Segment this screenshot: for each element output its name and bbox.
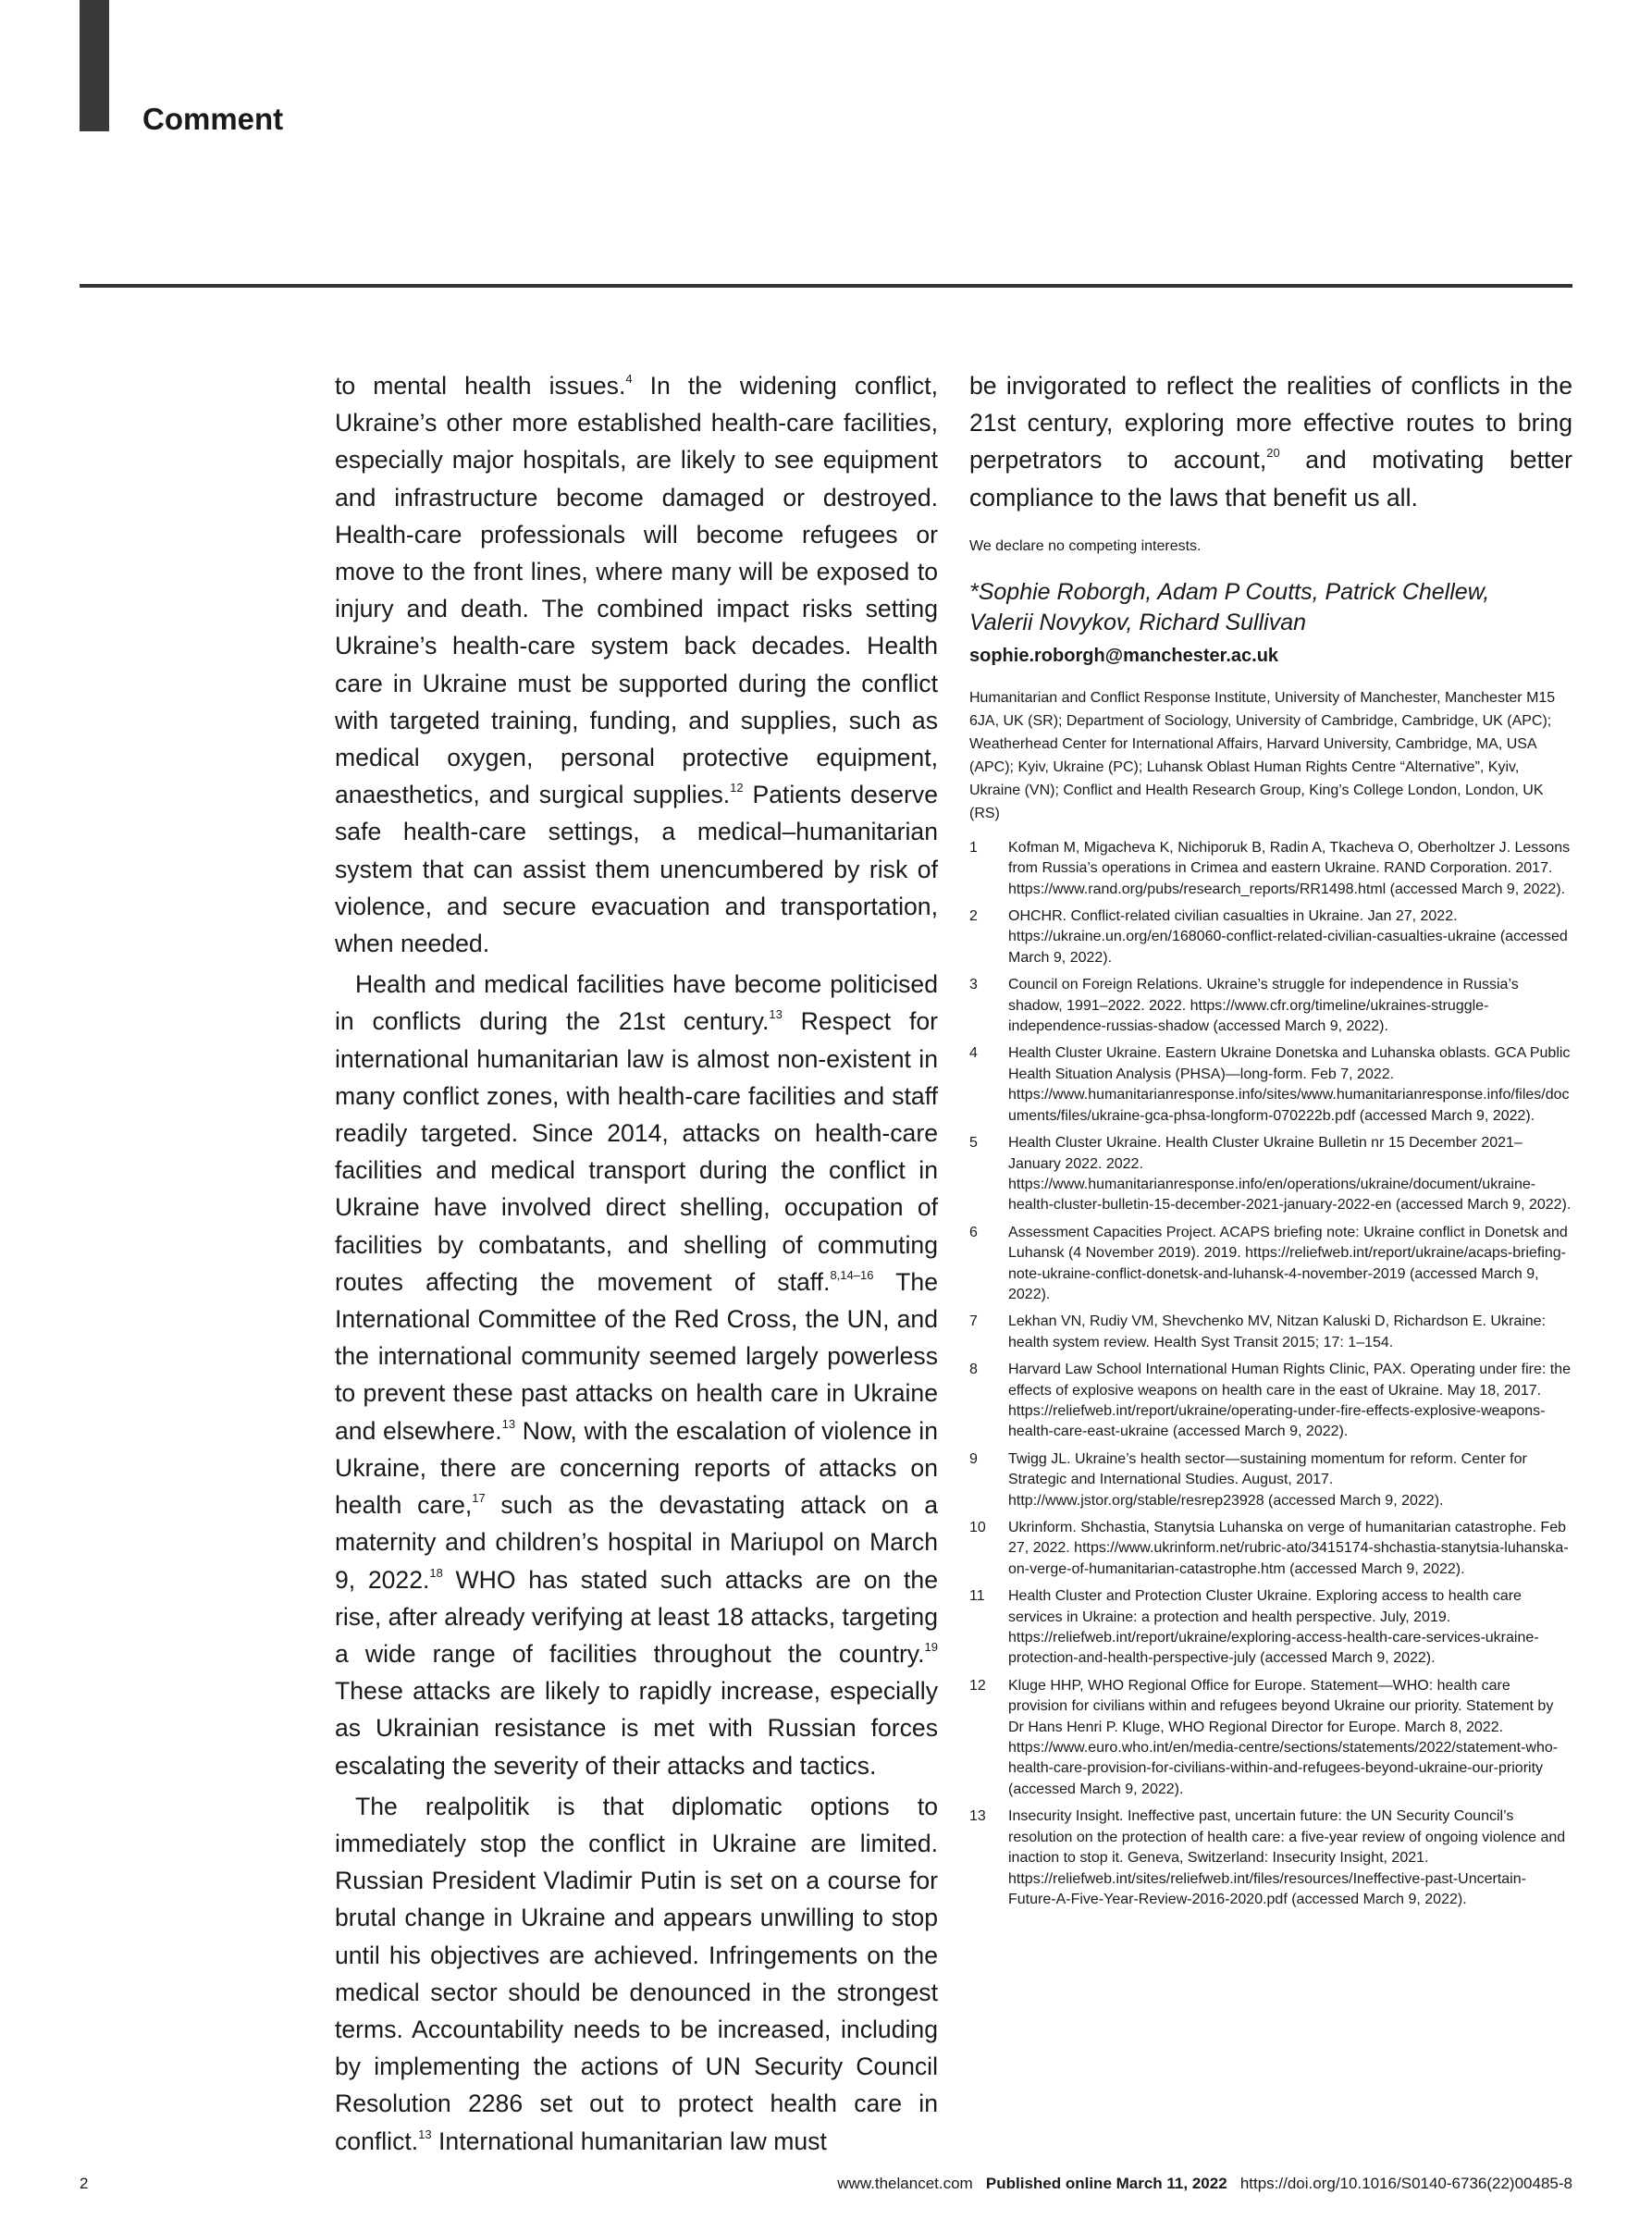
citation-superscript: 19 <box>924 1639 938 1654</box>
reference-item <box>969 906 1572 968</box>
reference-text: Ukrinform. Shchastia, Stanytsia Luhanska on verge of humanitarian catastrophe. Feb 27, 2022. https://www.ukrinform.net/rubric-ato/3415174-shchastia-stanytsia-luhanska-on-verge-of-humanitarian-catastrophe.htm (accessed March 9, 2022). <box>1008 1520 1569 1577</box>
reference-number: 10 <box>969 1520 986 1535</box>
reference-item <box>969 1043 1572 1127</box>
reference-number: 13 <box>969 1808 986 1825</box>
reference-number: 6 <box>969 1224 978 1240</box>
right-column <box>969 367 1572 1917</box>
citation-superscript: 20 <box>1266 446 1280 461</box>
citation-superscript: 4 <box>625 372 633 386</box>
left-column <box>335 367 938 2160</box>
body-paragraph: The realpolitik is that diplomatic options to immediately stop the conflict in Ukraine are limited. Russian President Vladimir Putin is set on a course for brutal change in Ukraine and appears unwilling to stop until his objectives are achieved. Infringements on the medical sector should be denounced in the strongest terms. Accountability needs to be increased, including by implementing the actions of UN Security Council Resolution 2286 set out to protect health care in conflict.$^{13}$ International humanitarian law must <box>335 1792 938 2155</box>
reference-item <box>969 1586 1572 1670</box>
affiliations: Humanitarian and Conflict Response Institute, University of Manchester, Manchester M15 6JA, UK (SR); Department of Sociology, University of Cambridge, Cambridge, UK (APC); Weatherhead Center for International Affairs, Harvard University, Cambridge, MA, USA (APC); Kyiv, Ukraine (PC); Luhansk Oblast Human Rights Centre “Alternative”, Kyiv, Ukraine (VN); Conflict and Health Research Group, King’s College London, London, UK (RS) <box>969 689 1556 821</box>
citation-superscript: 12 <box>730 781 744 795</box>
reference-number: 9 <box>969 1450 978 1467</box>
reference-text: Health Cluster Ukraine. Health Cluster Ukraine Bulletin nr 15 December 2021–January 2022. 2022. https://www.humanitarianresponse.info/en/operations/ukraine/document/ukraine-health-cluster-bulletin-15-december-2021-january-2022-en (accessed March 9, 2022). <box>1008 1135 1572 1214</box>
authors-line-1: *Sophie Roborgh, Adam P Coutts, Patrick Chellew, <box>969 578 1490 605</box>
reference-item <box>969 1223 1572 1306</box>
body-paragraph-continuation: be invigorated to reflect the realities of conflicts in the 21st century, exploring more effective routes to bring perpetrators to account,$^{20}$ and motivating better compliance to the laws that benefit us all. <box>969 372 1572 512</box>
reference-item <box>969 1360 1572 1443</box>
body-paragraph: Health and medical facilities have become politicised in conflicts during the 21st century.$^{13}$ Respect for international humanitarian law is almost non-existent in many conflict zones, with health-care facilities and staff readily targeted. Since 2014, attacks on health-care facilities and medical transport during the conflict in Ukraine have involved direct shelling, occupation of facilities by combatants, and shelling of commuting routes affecting the movement of staff.$^{8,14-16}$ The International Committee of the Red Cross, the UN, and the international community seemed largely powerless to prevent these past attacks on health care in Ukraine and elsewhere.$^{13}$ Now, with the escalation of violence in Ukraine, there are concerning reports of attacks on health care,$^{17}$ such as the devastating attack on a maternity and children’s hospital in Mariupol on March 9, 2022.18 WHO has stated such attacks are on the rise, after already verifying at least 18 attacks, targeting a wide range of facilities throughout the country.$^{19}$ These attacks are likely to rapidly increase, especially as Ukrainian resistance is met with Russian forces escalating the severity of their attacks and tactics. <box>335 970 939 1780</box>
reference-item <box>969 1449 1572 1511</box>
reference-number: 3 <box>969 977 978 993</box>
competing-interests: We declare no competing interests. <box>969 537 1202 554</box>
reference-text: Insecurity Insight. Ineffective past, uncertain future: the UN Security Council’s resolution on the protection of health care: a five-year review of ongoing violence and inaction to stop it. Geneva, Switzerland: Insecurity Insight, 2021. https://reliefweb.int/sites/reliefweb.int/files/resources/Ineffective-past-Uncertain-Future-A-Five-Year-Review-2016-2020.pdf (accessed March 9, 2022). <box>1008 1808 1566 1907</box>
corresponding-email[interactable]: sophie.roborgh@manchester.ac.uk <box>969 645 1279 666</box>
reference-text: Lekhan VN, Rudiy VM, Shevchenko MV, Nitzan Kaluski D, Richardson E. Ukraine: health system review. Health Syst Transit 2015; 17: 1–154. <box>1008 1313 1547 1350</box>
reference-text: Health Cluster and Protection Cluster Ukraine. Exploring access to health care services in Ukraine: a protection and health perspective. July, 2019. https://reliefweb.int/report/ukraine/exploring-access-health-care-services-ukraine-protection-and-health-perspective-july (accessed March 9, 2022). <box>1008 1588 1539 1667</box>
section-color-bar <box>80 0 109 131</box>
reference-item <box>969 838 1572 900</box>
author-list <box>969 577 1572 638</box>
journal-site[interactable]: www.thelancet.com <box>837 2175 973 2192</box>
reference-text: Twigg JL. Ukraine’s health sector—sustaining momentum for reform. Center for Strategic and International Studies. August, 2017. http://www.jstor.org/stable/resrep23928 (accessed March 9, 2022). <box>1008 1450 1527 1509</box>
citation-superscript: 17 <box>472 1491 486 1506</box>
citation-superscript: 13 <box>769 1007 783 1022</box>
reference-text: Kluge HHP, WHO Regional Office for Europe. Statement—WHO: health care provision for civilians within and refugees beyond Ukraine our priority. Statement by Dr Hans Henri P. Kluge, WHO Regional Director for Europe. March 8, 2022. https://www.euro.who.int/en/media-centre/sections/statements/2022/statement-who-health-care-provision-for-civilians-within-and-refugees-beyond-ukraine-our-priority (accessed March 9, 2022). <box>1008 1677 1559 1797</box>
reference-text: OHCHR. Conflict-related civilian casualties in Ukraine. Jan 27, 2022. https://ukraine.un.org/en/168060-conflict-related-civilian-casualties-ukraine (accessed March 9, 2022). <box>1008 908 1568 966</box>
section-label: Comment <box>142 102 284 136</box>
reference-item <box>969 1518 1572 1580</box>
body-paragraph: to mental health issues.$^4$ In the widening conflict, Ukraine’s other more established health-care facilities, especially major hospitals, are likely to see equipment and infrastructure become damaged or destroyed. Health-care professionals will become refugees or move to the front lines, where many will be exposed to injury and death. The combined impact risks setting Ukraine’s health-care system back decades. Health care in Ukraine must be supported during the conflict with targeted training, funding, and supplies, such as medical oxygen, personal protective equipment, anaesthetics, and surgical supplies.$^{12}$ Patients deserve safe health-care settings, a medical–humanitarian system that can assist them unencumbered by risk of violence, and secure evacuation and transportation, when needed. <box>335 372 939 958</box>
reference-number: 11 <box>969 1588 985 1605</box>
reference-item <box>969 1312 1572 1353</box>
doi-link[interactable]: https://doi.org/10.1016/S0140-6736(22)00485-8 <box>1239 2175 1572 2192</box>
reference-text: Council on Foreign Relations. Ukraine’s struggle for independence in Russia’s shadow, 1991–2022. 2022. https://www.cfr.org/timeline/ukraines-struggle-independence-russias-shadow (accessed March 9, 2022). <box>1008 977 1519 1035</box>
reference-text: Assessment Capacities Project. ACAPS briefing note: Ukraine conflict in Donetsk and Luhansk (4 November 2019). 2019. https://reliefweb.int/report/ukraine/acaps-briefing-note-ukraine-conflict-donetsk-and-luhansk-4-november-2019 (accessed March 9, 2022). <box>1008 1224 1568 1302</box>
page-number: 2 <box>80 2175 89 2192</box>
citation-superscript: 13 <box>501 1416 516 1431</box>
reference-text: Kofman M, Migacheva K, Nichiporuk B, Radin A, Tkacheva O, Oberholtzer J. Lessons from Russia’s operations in Crimea and eastern Ukraine. RAND Corporation. 2017. https://www.rand.org/pubs/research_reports/RR1498.html (accessed March 9, 2022). <box>1008 839 1571 897</box>
reference-item <box>969 975 1572 1037</box>
reference-list <box>969 838 1572 1911</box>
citation-superscript: 18 <box>429 1565 443 1580</box>
reference-item <box>969 1806 1572 1910</box>
reference-text: Health Cluster Ukraine. Eastern Ukraine Donetska and Luhanska oblasts. GCA Public Health Situation Analysis (PHSA)—long-form. Feb 7, 2022. https://www.humanitarianresponse.info/sites/www.humanitarianresponse.info/files/documents/files/ukraine-gca-phsa-longform-070222b.pdf (accessed March 9, 2022). <box>1008 1045 1571 1124</box>
authors-line-2: Valerii Novykov, Richard Sullivan <box>969 609 1307 635</box>
citation-superscript: 8,14–16 <box>830 1267 874 1282</box>
reference-number: 4 <box>969 1045 978 1062</box>
reference-number: 2 <box>969 908 978 925</box>
reference-number: 7 <box>969 1313 978 1330</box>
reference-item <box>969 1133 1572 1216</box>
reference-text: Harvard Law School International Human Rights Clinic, PAX. Operating under fire: the effects of explosive weapons on health care in the east of Ukraine. May 18, 2017. https://reliefweb.int/report/ukraine/operating-under-fire-effects-explosive-weapons-health-care-east-ukraine (accessed March 9, 2022). <box>1008 1362 1572 1440</box>
header-rule <box>80 284 1572 288</box>
reference-item <box>969 1676 1572 1800</box>
reference-number: 12 <box>969 1677 986 1694</box>
footer-citation <box>837 2175 1572 2193</box>
published-date: Published online March 11, 2022 <box>985 2175 1227 2192</box>
reference-number: 1 <box>969 839 978 856</box>
citation-superscript: 13 <box>418 2127 432 2141</box>
reference-number: 5 <box>969 1135 978 1152</box>
reference-number: 8 <box>969 1362 978 1378</box>
